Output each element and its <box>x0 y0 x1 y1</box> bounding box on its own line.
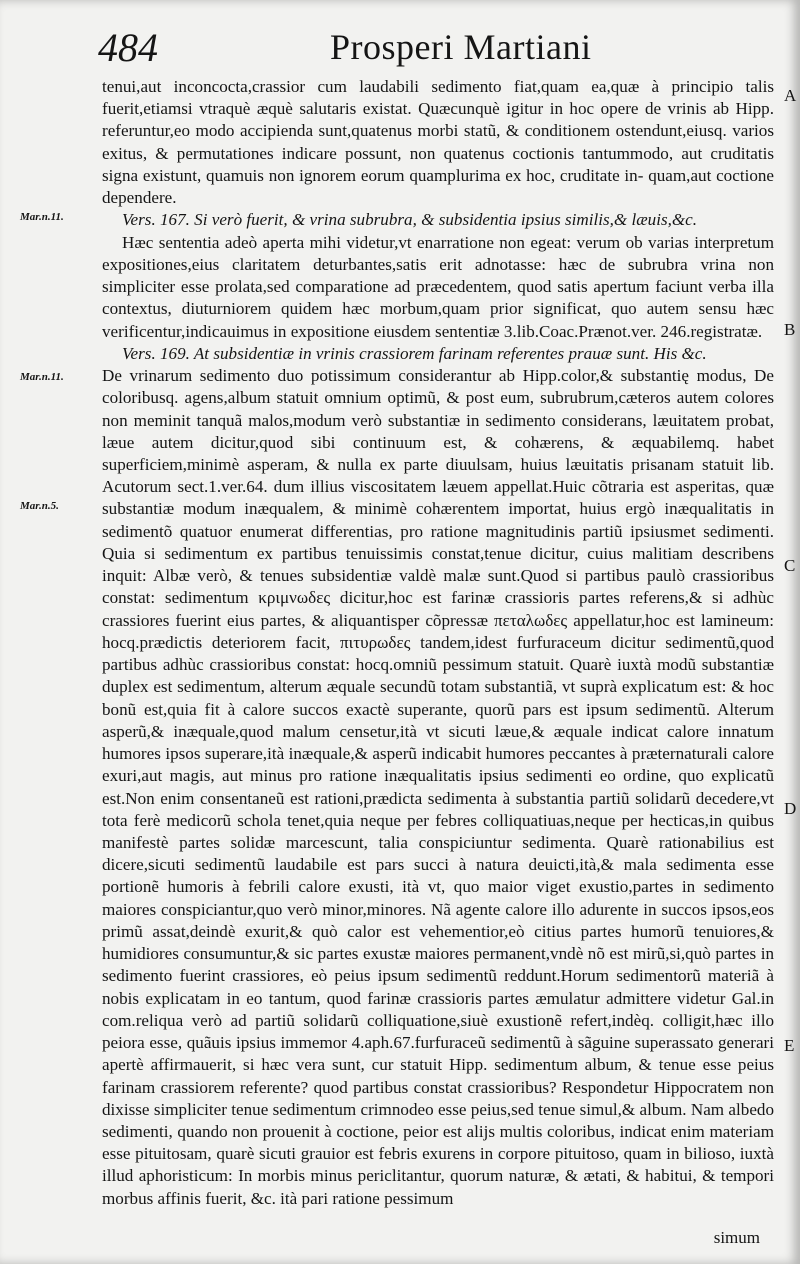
margin-letter: E <box>784 1036 795 1055</box>
margin-letter: A <box>784 86 797 105</box>
margin-letter: D <box>784 799 797 818</box>
margin-note: Mar.n.5. <box>20 500 59 512</box>
margin-note: Mar.n.11. <box>20 211 64 223</box>
paragraph: Hæc sententia adeò aperta mihi videtur,vt enarratione non egeat: verum ob varias interpretum expositiones,eius claritatem deturbantes,satis erit adnotasse: hæc de subrubra vrina non simpliciter esse prolata,sed comparatione ad præcedentem, quod satis apertum faciunt verba illa contextus, diuturniorem quidem hæc morbum,quam prior significat, quo autem sensu hæc verificentur,indicauimus in expositione eiusdem sententiæ 3.lib.Coac.Prænot.ver. 246.registratæ. <box>102 232 774 341</box>
paragraph: tenui,aut inconcocta,crassior cum laudabili sedimento fiat,quam ea,quæ à principio talis fuerit,etiamsi vtraquè æquè salutaris existat. Quæcunquè igitur in hoc opere de vrinis ab Hipp. referuntur,eo modo accipienda sunt,quatenus morbi statũ, & conditionem ostendunt,eiusq. varios exitus, & permutationes indicare possunt, non quatenus coctionis tantummodo, aut cruditatis signa existunt, quamuis non ignorem eorum quamplurima ex hoc, cruditate in- quam,aut coctione dependere. <box>102 77 774 208</box>
body-text <box>102 76 774 1210</box>
verse-heading: Vers. 169. At subsidentiæ in vrinis crassiorem farinam referentes prauæ sunt. His &c. <box>122 343 707 363</box>
page-header <box>0 20 800 70</box>
paragraph: De vrinarum sedimento duo potissimum considerantur ab Hipp.color,& substantię modus, De coloribusq. agens,album statuit omnium optimũ, & post eum, subrubrum,cæteros autem colores non meminit tanquã malos,modum verò substantiæ in sedimento considerans, læuitatem probat, læue autem dicitur,quod sibi continuum est, & cohærens, & æquabilemq. habet superficiem,minimè asperam, & nulla ex parte diuulsam, huius læuitatis prisanam statuit lib. Acutorum sect.1.ver.64. dum illius viscositatem læuem appellat.Huic cõtraria est asperitas, quæ substantiæ modum inæqualem, & minimè cohærentem importat, huius ergò inæqualitatis in sedimentõ quatuor enumerat differentias, pro ratione magnitudinis partiũ ipsiusmet sedimenti. Quia si sedimentum ex partibus tenuissimis constat,tenue dicitur, cuius malitiam describens inquit: Albæ verò, & tenues subsidentiæ valdè malæ sunt.Quod si partibus paulò crassioribus constat: sedimentum κριμνωδες dicitur,hoc est farinæ crassioris partes referens,& si adhùc crassiores fuerint eius partes, & aliquantisper cõpressæ πεταλωδες appellatur,hoc est lamineum: hocq.prædictis deteriorem facit, πιτυρωδες tandem,idest furfuraceum dicitur sedimentũ,quod partibus adhùc crassioribus constat: hocq.omniũ pessimum statuit. Quarè iuxtà modũ substantiæ duplex est sedimentum, alterum æquale secundũ totam substantiã, vt suprà explicatum est: & hoc bonũ est,quia fit à calore succos exactè superante, quorũ pars est ipsum sedimentũ. Alterum asperũ,& inæquale,quod malum censetur,ità vt sicuti læue,& æquale indicat calore innatum humores ipsos superare,ità inæquale,& asperũ indicabit humores peccantes à præternaturali calore exuri,aut magis, aut minus pro ratione inæqualitatis ipsius sedimenti eo ordine, quo explicatũ est.Non enim consentaneũ est rationi,prædicta sedimenta à substantia partiũ solidarũ decedere,vt tota ferè medicorũ schola tenet,quia neque per febres colliquatiuas,neque per hecticas,in quibus manifestè partes solidæ marcescunt, talia conspiciuntur sedimenta. Quarè rationabilius est dicere,sicuti sedimentũ laudabile est pars succi à natura deuicti,ità,& mala sedimenta esse portionẽ humoris à febrili calore exusti, ità vt, quo maior viget exustio,partes in sedimento maiores conspiciantur,quo verò minor,minores. Nã agente calore illo adurente in succos ipsos,eos primũ assat,deindè exurit,& quò calor est vehementior,eò citius partes humorũ tenuiores,& humidiores consumuntur,& sic partes exustæ maiores permanent,vndè nõ est mirũ,si,quò partes in sedimento fuerint crassiores, eò peius ipsum sedimentũ reddunt.Horum sedimentorũ materiã à nobis explicatam in eo tantum, quod farinæ crassioris partes æmulatur admittere videtur Gal.in com.reliqua verò ad partiũ solidarũ colliquatione,siuè exustionẽ refert,indèq. colligit,hæc illo peiora esse, quãuis ipsius immemor 4.aph.67.furfuraceũ sedimentũ à sãguine superassato generari apertè affirmauerit, si hæc vera sunt, cur statuit Hipp. sedimentum album, & tenue esse peius farinam crassiorem referente? quod partibus constat crassioribus? Respondetur Hippocratem non dixisse simpliciter tenue sedimentum crimnodeo esse peius,sed tenue simul,& album. Nam albedo sedimenti, quando non prouenit à coctione, peior est alijs multis coloribus, indicat enim materiam esse pituitosam, quarè sicuti grauior est febris exurens in corpore pituitoso, quam in bilioso, iuxtà illud aphoristicum: In morbis minus periclitantur, quorum naturæ, & ætati, & habitui, & tempori morbus affinis fuerit, &c. ità pari ratione pessimum <box>102 366 774 1208</box>
page-number: 484 <box>98 25 158 70</box>
margin-note: Mar.n.11. <box>20 371 64 383</box>
margin-letter: C <box>784 556 796 575</box>
verse-heading: Vers. 167. Si verò fuerit, & vrina subrubra, & subsidentia ipsius similis,& læuis,&c. <box>122 210 698 230</box>
margin-letter: B <box>784 320 796 339</box>
catchword: simum <box>713 1228 760 1247</box>
running-head: Prosperi Martiani <box>330 27 592 67</box>
